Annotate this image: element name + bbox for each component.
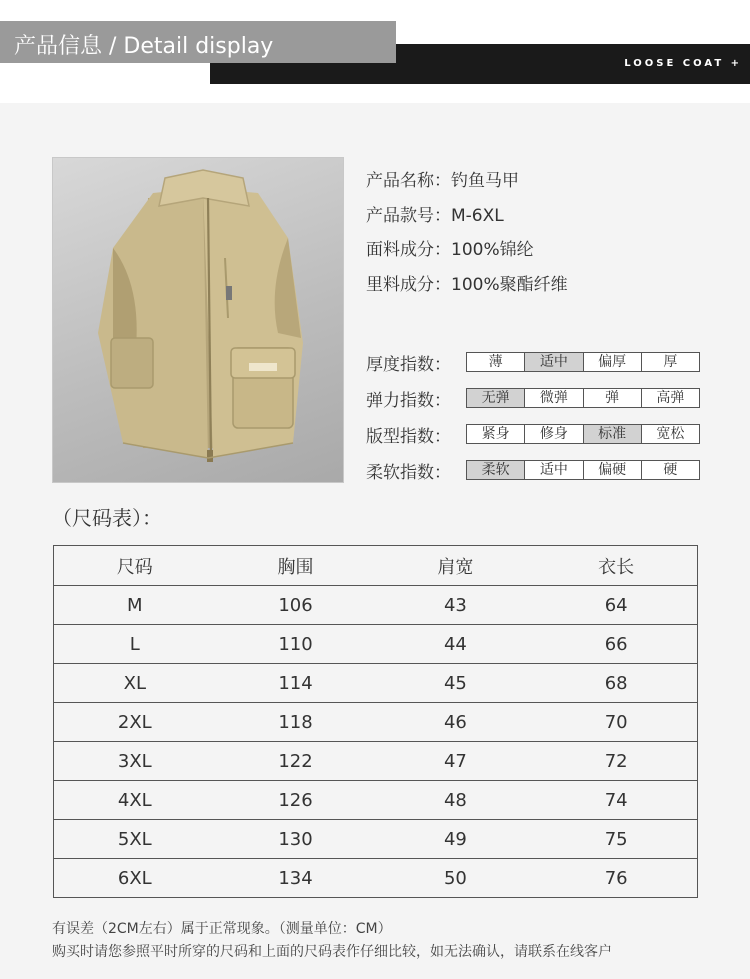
table-cell: 47 xyxy=(375,742,535,781)
table-cell: 68 xyxy=(535,664,697,703)
table-cell: 134 xyxy=(216,859,376,898)
table-cell: 2XL xyxy=(54,703,216,742)
size-chart-title: （尺码表）： xyxy=(52,506,162,530)
index-thickness: 厚度指数： 薄 适中 偏厚 厚 xyxy=(366,352,700,372)
header-tag: LOOSE COAT + xyxy=(624,58,742,69)
table-cell: 76 xyxy=(535,859,697,898)
vest-illustration xyxy=(53,158,343,482)
index-option: 偏硬 xyxy=(583,461,641,479)
table-cell: 48 xyxy=(375,781,535,820)
table-header-cell: 尺码 xyxy=(54,546,216,586)
product-image xyxy=(52,157,344,483)
table-row xyxy=(54,586,698,625)
table-header-cell: 肩宽 xyxy=(375,546,535,586)
table-cell: 6XL xyxy=(54,859,216,898)
table-cell: 122 xyxy=(216,742,376,781)
index-option: 偏厚 xyxy=(583,353,641,371)
info-row-lining: 里料成分：100%聚酯纤维 xyxy=(366,274,568,295)
index-option: 弹 xyxy=(583,389,641,407)
index-option: 硬 xyxy=(641,461,699,479)
table-cell: 5XL xyxy=(54,820,216,859)
index-option: 宽松 xyxy=(641,425,699,443)
table-cell: 106 xyxy=(216,586,376,625)
table-cell: 3XL xyxy=(54,742,216,781)
table-cell: L xyxy=(54,625,216,664)
table-row xyxy=(54,859,698,898)
index-option: 柔软 xyxy=(467,461,524,479)
index-option: 适中 xyxy=(524,353,582,371)
table-cell: 4XL xyxy=(54,781,216,820)
table-row xyxy=(54,703,698,742)
note-advice: 购买时请您参照平时所穿的尺码和上面的尺码表作仔细比较，如无法确认，请联系在线客户 xyxy=(52,944,612,960)
index-option: 微弹 xyxy=(524,389,582,407)
index-option: 薄 xyxy=(467,353,524,371)
table-cell: M xyxy=(54,586,216,625)
table-row xyxy=(54,781,698,820)
size-table xyxy=(53,545,698,898)
table-header-cell: 衣长 xyxy=(535,546,697,586)
index-elasticity: 弹力指数： 无弹 微弹 弹 高弹 xyxy=(366,388,700,408)
index-option: 无弹 xyxy=(467,389,524,407)
table-cell: 66 xyxy=(535,625,697,664)
page-title: 产品信息 / Detail display xyxy=(14,34,274,59)
table-cell: 118 xyxy=(216,703,376,742)
index-softness: 柔软指数： 柔软 适中 偏硬 硬 xyxy=(366,460,700,480)
table-cell: 110 xyxy=(216,625,376,664)
info-row-style: 产品款号：M-6XL xyxy=(366,205,504,226)
index-option: 修身 xyxy=(524,425,582,443)
table-cell: 75 xyxy=(535,820,697,859)
table-cell: 114 xyxy=(216,664,376,703)
table-cell: 44 xyxy=(375,625,535,664)
table-cell: 49 xyxy=(375,820,535,859)
index-option: 标准 xyxy=(583,425,641,443)
table-cell: 130 xyxy=(216,820,376,859)
table-row xyxy=(54,742,698,781)
table-cell: 64 xyxy=(535,586,697,625)
table-header-row xyxy=(54,546,698,586)
table-cell: 46 xyxy=(375,703,535,742)
table-cell: 43 xyxy=(375,586,535,625)
table-row xyxy=(54,820,698,859)
index-option: 适中 xyxy=(524,461,582,479)
note-tolerance: 有误差（2CM左右）属于正常现象。（测量单位：CM） xyxy=(52,921,392,937)
index-fit: 版型指数： 紧身 修身 标准 宽松 xyxy=(366,424,700,444)
table-cell: 126 xyxy=(216,781,376,820)
index-option: 高弹 xyxy=(641,389,699,407)
index-option: 紧身 xyxy=(467,425,524,443)
table-cell: 72 xyxy=(535,742,697,781)
table-cell: 50 xyxy=(375,859,535,898)
table-cell: 74 xyxy=(535,781,697,820)
product-info xyxy=(366,166,568,304)
table-cell: XL xyxy=(54,664,216,703)
index-option: 厚 xyxy=(641,353,699,371)
table-header-cell: 胸围 xyxy=(216,546,376,586)
info-row-fabric: 面料成分：100%锦纶 xyxy=(366,240,534,260)
table-row xyxy=(54,664,698,703)
table-cell: 70 xyxy=(535,703,697,742)
table-row xyxy=(54,625,698,664)
info-row-name: 产品名称：钓鱼马甲 xyxy=(366,171,519,191)
table-cell: 45 xyxy=(375,664,535,703)
